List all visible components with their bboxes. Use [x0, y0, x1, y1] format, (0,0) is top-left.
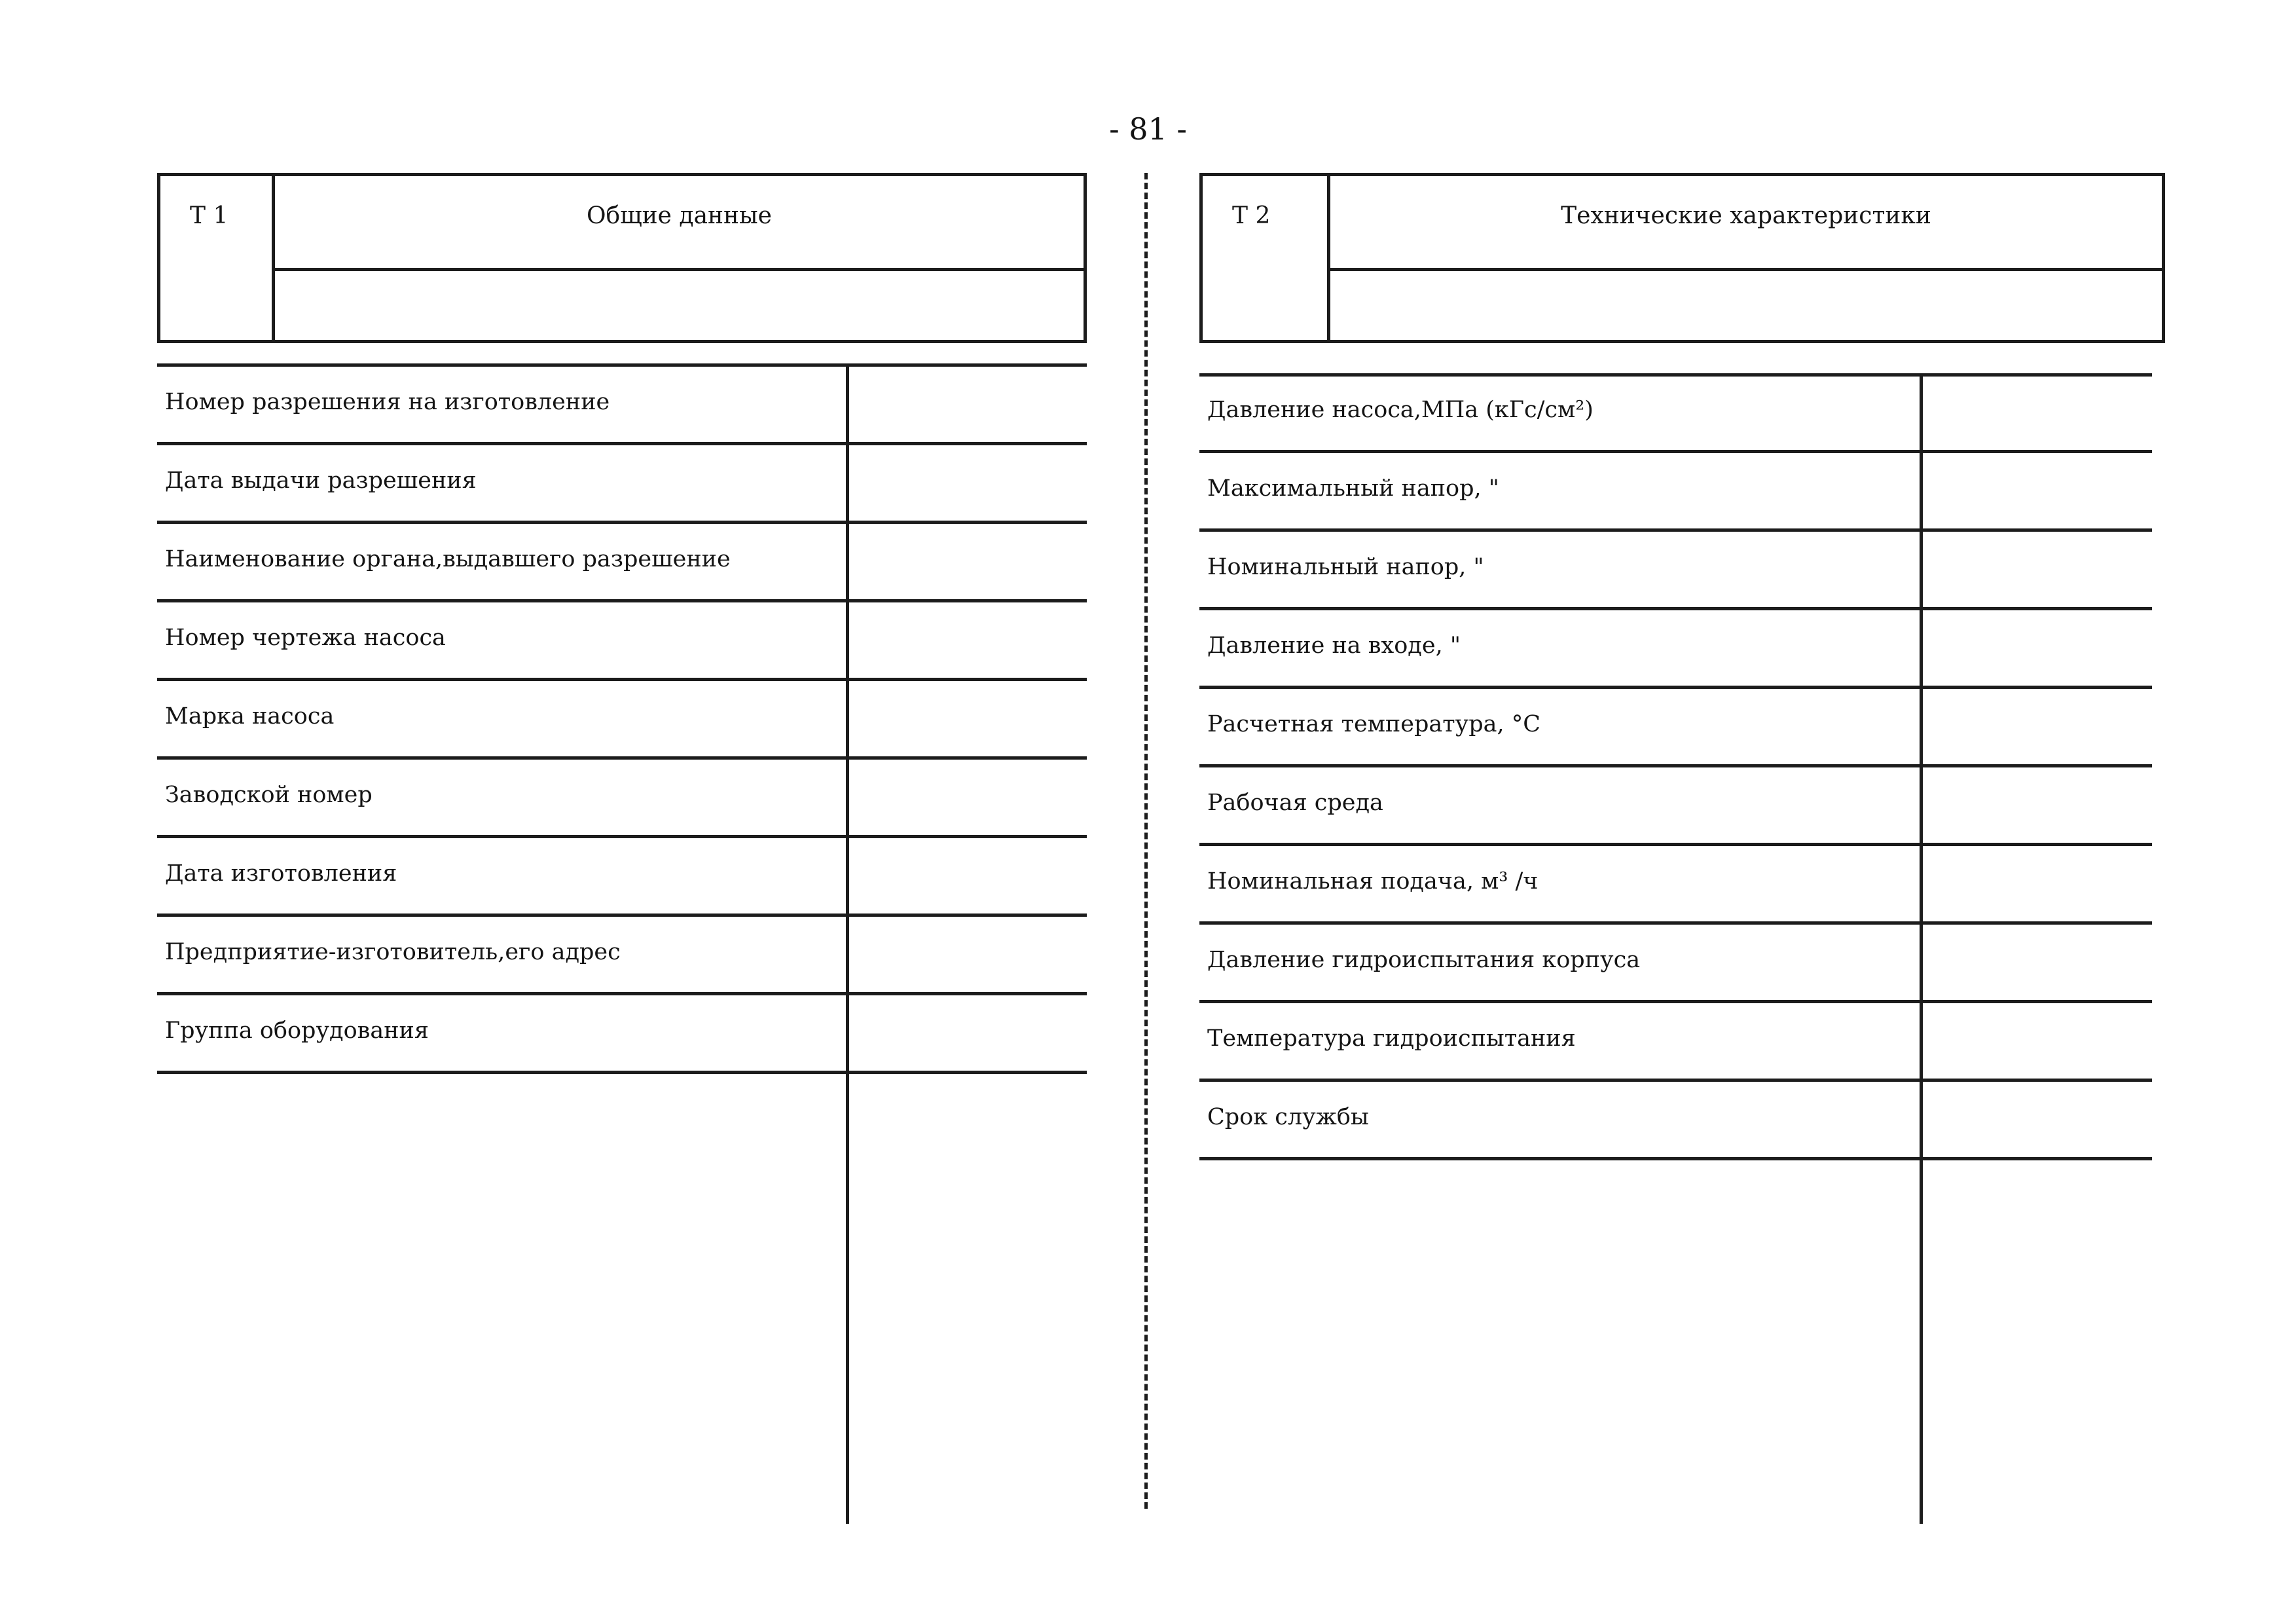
row-label: Рабочая среда [1207, 790, 1383, 816]
form-t2-rows [1199, 375, 2152, 1160]
form-t2-row [1199, 767, 2152, 846]
form-t1-row [157, 838, 1087, 917]
form-t1-title: Общие данные [587, 202, 772, 229]
row-label: Номинальный напор, " [1207, 554, 1484, 580]
form-t1-rows [157, 367, 1087, 1074]
form-t2-row [1199, 689, 2152, 767]
form-t1-row [157, 995, 1087, 1074]
row-label: Предприятие-изготовитель,его адрес [165, 939, 621, 965]
row-label: Номер чертежа насоса [165, 625, 446, 651]
row-label: Номинальная подача, м³ /ч [1207, 868, 1539, 895]
form-t2-code: Т 2 [1232, 202, 1271, 229]
page-number: - 81 - [1109, 111, 1187, 147]
form-t2-code-cell [1203, 176, 1330, 340]
form-t2-row [1199, 610, 2152, 689]
form-t1-row [157, 524, 1087, 602]
row-label: Температура гидроиспытания [1207, 1025, 1576, 1052]
row-label: Расчетная температура, °С [1207, 711, 1541, 737]
form-t2-row [1199, 925, 2152, 1003]
row-label: Наименование органа,выдавшего разрешение [165, 546, 731, 572]
form-t2-row [1199, 375, 2152, 453]
row-label: Заводской номер [165, 782, 373, 808]
row-label: Группа оборудования [165, 1018, 429, 1044]
form-t1-row [157, 917, 1087, 995]
row-label: Давление гидроиспытания корпуса [1207, 947, 1641, 973]
form-t1-row [157, 760, 1087, 838]
row-label: Давление насоса,МПа (кГс/см²) [1207, 397, 1594, 423]
form-t1-row [157, 681, 1087, 760]
form-t2-header [1199, 173, 2165, 343]
form-t1 [157, 0, 1087, 1624]
row-label: Дата изготовления [165, 860, 397, 887]
form-t1-code-cell [160, 176, 275, 340]
fold-line [1144, 173, 1148, 1509]
form-t2 [1199, 0, 2165, 1624]
form-t1-code: Т 1 [190, 202, 228, 229]
row-label: Максимальный напор, " [1207, 475, 1499, 502]
row-label: Номер разрешения на изготовление [165, 389, 610, 415]
form-t2-row [1199, 453, 2152, 532]
row-label: Срок службы [1207, 1104, 1369, 1130]
form-t1-row [157, 367, 1087, 445]
row-label: Марка насоса [165, 703, 335, 729]
form-t1-row [157, 602, 1087, 681]
form-t2-row [1199, 532, 2152, 610]
form-t2-title-cell [1330, 176, 2162, 271]
form-t2-row [1199, 1082, 2152, 1160]
form-t2-row [1199, 846, 2152, 925]
form-t1-header [157, 173, 1087, 343]
form-t2-title: Технические характеристики [1561, 202, 1931, 229]
row-label: Дата выдачи разрешения [165, 468, 477, 494]
form-t1-title-cell [275, 176, 1084, 271]
row-label: Давление на входе, " [1207, 633, 1461, 659]
form-t2-row [1199, 1003, 2152, 1082]
form-t1-row [157, 445, 1087, 524]
